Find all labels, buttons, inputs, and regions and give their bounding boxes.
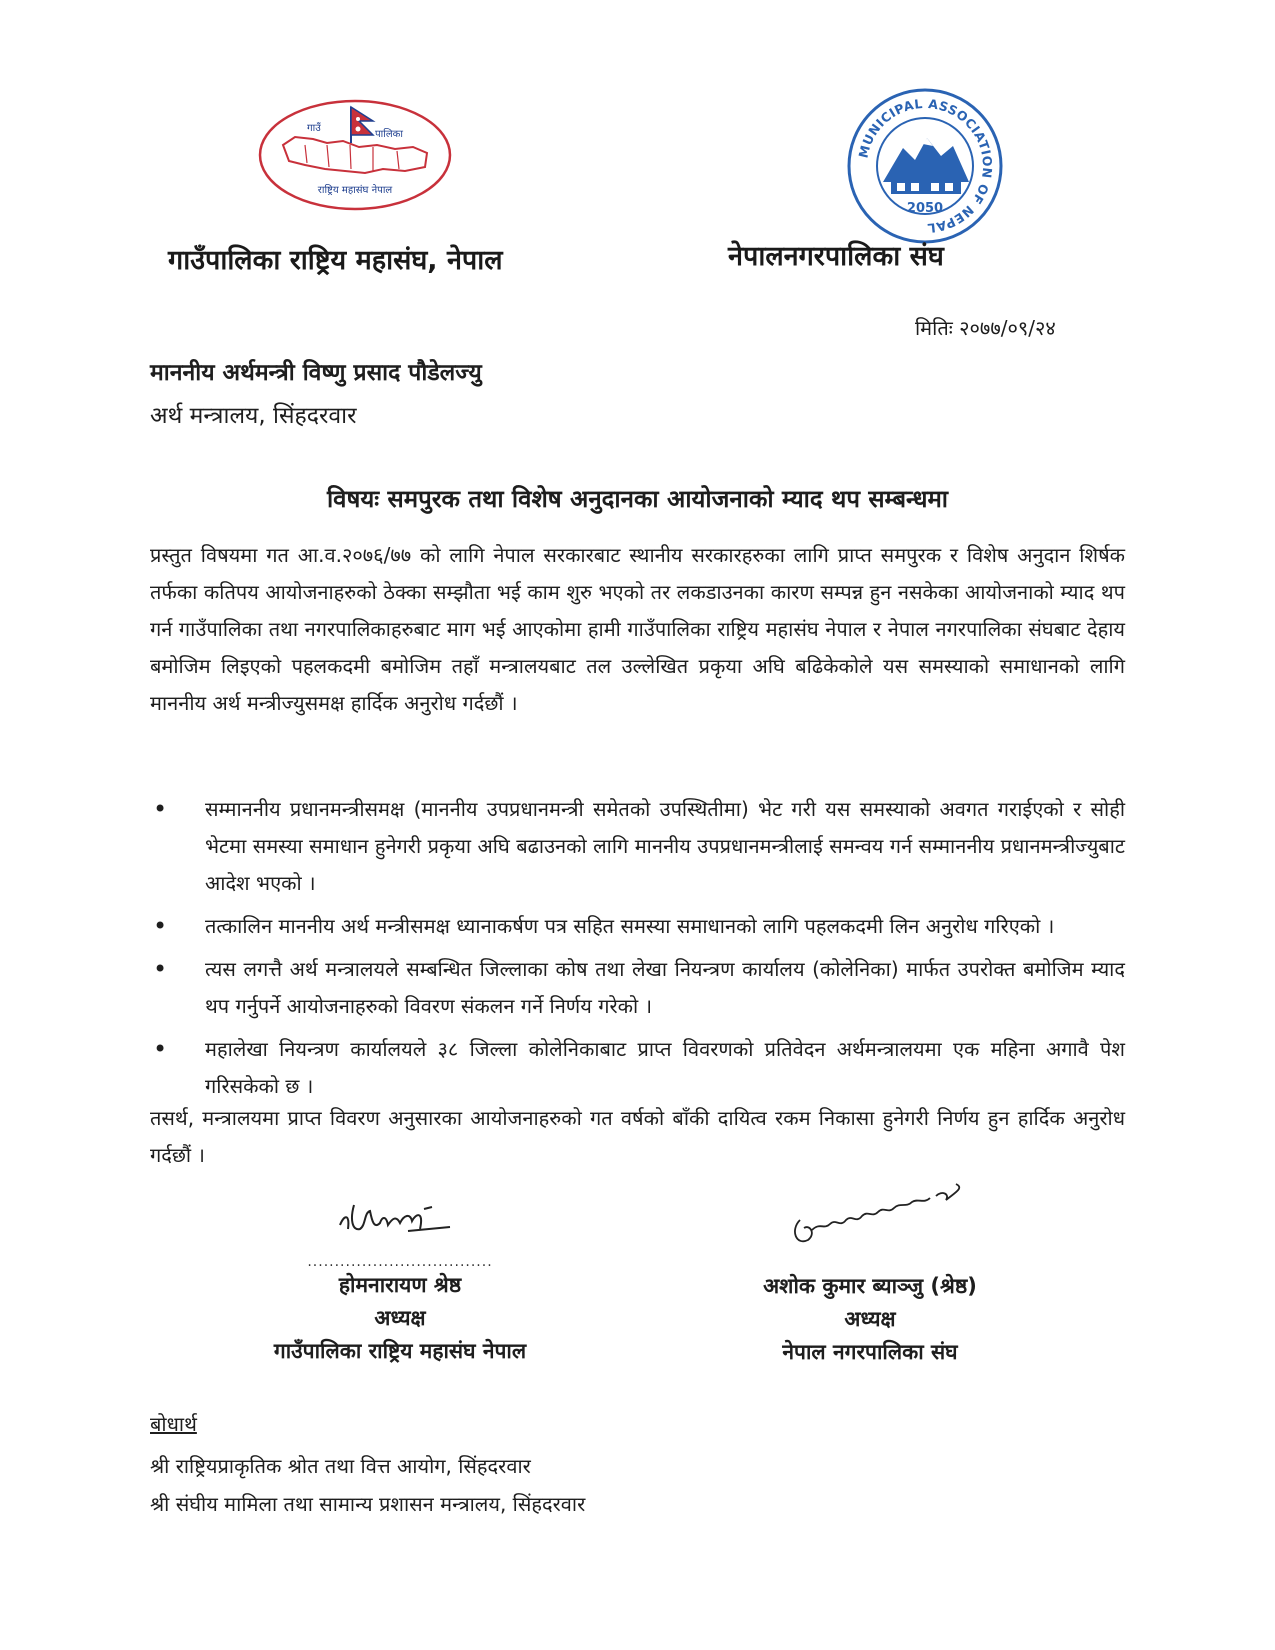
- logo-year: 2050: [906, 201, 944, 216]
- logo-text-palika: पालिका: [375, 129, 403, 140]
- signatory-right: [700, 1170, 1040, 1369]
- logo-ring-text: MUNICIPAL ASSOCIATION OF NEPAL: [855, 95, 996, 237]
- signatory-left-name: होमनारायण श्रेष्ठ: [338, 1273, 462, 1297]
- letter-subject: विषयः समपुरक तथा विशेष अनुदानका आयोजनाको म्याद थप सम्बन्धमा: [326, 485, 949, 513]
- bullet-item: • महालेखा नियन्त्रण कार्यालयले ३८ जिल्ला कोलेनिकाबाट प्राप्त विवरणको प्रतिवेदन अर्थमन्त्रालयमा एक महिना अगावै पेश गरिसकेको छ ।: [150, 1031, 1125, 1105]
- bullet-item: • सम्माननीय प्रधानमन्त्रीसमक्ष (माननीय उपप्रधानमन्त्री समेतको उपस्थितीमा) भेट गरी यस समस्याको अवगत गराईएको र सोही भेटमा समस्या समाधान हुनेगरी प्रकृया अघि बढाउनको लागि माननीय उपप्रधानमन्त्रीलाई समन्वय गर्न सम्माननीय प्रधानमन्त्रीज्युबाट आदेश भएको ।: [150, 791, 1125, 902]
- municipal-association-logo: [845, 86, 1005, 246]
- right-org-title: नेपालनगरपालिका संघ: [728, 241, 944, 272]
- left-org-title: गाउँपालिका राष्ट्रिय महासंघ, नेपाल: [168, 245, 503, 276]
- letter-date: मितिः २०७७/०९/२४: [915, 316, 1056, 340]
- gaupalika-mahasangh-logo-icon: [255, 97, 455, 213]
- gaupalika-logo: [255, 97, 455, 213]
- addressee-place: अर्थ मन्त्रालय, सिंहदरवार: [150, 403, 357, 429]
- signature-right-icon: [760, 1170, 980, 1260]
- logo-text-gaun: गाउँ: [307, 123, 321, 134]
- signature-left-icon: [320, 1185, 480, 1245]
- signature-line: ..................................: [307, 1254, 493, 1270]
- closing-paragraph: तसर्थ, मन्त्रालयमा प्राप्त विवरण अनुसारका आयोजनाहरुको गत वर्षको बाँकी दायित्व रकम निकासा हुनेगरी निर्णय हुन हार्दिक अनुरोध गर्दछौं ।: [150, 1106, 1125, 1167]
- cc-heading: बोधार्थ: [150, 1412, 197, 1436]
- signatory-right-title: अध्यक्ष: [844, 1307, 896, 1331]
- intro-paragraph: प्रस्तुत विषयमा गत आ.व.२०७६/७७ को लागि नेपाल सरकारबाट स्थानीय सरकारहरुका लागि प्राप्त समपुरक र विशेष अनुदान शिर्षक तर्फका कतिपय आयोजनाहरुको ठेक्का सम्झौता भई काम शुरु भएको तर लकडाउनका कारण सम्पन्न हुन नसकेका आयोजनाको म्याद थप गर्न गाउँपालिका तथा नगरपालिकाहरुबाट माग भई आएकोमा हामी गाउँपालिका राष्ट्रिय महासंघ नेपाल र नेपाल नगरपालिका संघबाट देहाय बमोजिम लिइएको पहलकदमी बमोजिम तहाँ मन्त्रालयबाट तल उल्लेखित प्रकृया अघि बढिकेकोले यस समस्याको समाधानको लागि माननीय अर्थ मन्त्रीज्युसमक्ष हार्दिक अनुरोध गर्दछौं ।: [150, 543, 1125, 715]
- logo-text-bottom: राष्ट्रिय महासंघ नेपाल: [317, 185, 393, 196]
- bullet-item: • तत्कालिन माननीय अर्थ मन्त्रीसमक्ष ध्यानाकर्षण पत्र सहित समस्या समाधानको लागि पहलकदमी लिन अनुरोध गरिएको ।: [150, 908, 1125, 945]
- signatory-left-title: अध्यक्ष: [374, 1306, 426, 1330]
- cc-line: श्री संघीय मामिला तथा सामान्य प्रशासन मन्त्रालय, सिंहदरवार: [150, 1492, 586, 1516]
- signatory-right-org: नेपाल नगरपालिका संघ: [782, 1340, 958, 1364]
- bullet-item: • त्यस लगत्तै अर्थ मन्त्रालयले सम्बन्धित जिल्लाका कोष तथा लेखा नियन्त्रण कार्यालय (कोलेनिका) मार्फत उपरोक्त बमोजिम म्याद थप गर्नुपर्ने आयोजनाहरुको विवरण संकलन गर्ने निर्णय गरेको ।: [150, 951, 1125, 1025]
- signatory-left-org: गाउँपालिका राष्ट्रिय महासंघ नेपाल: [273, 1339, 527, 1363]
- signatory-right-name: अशोक कुमार ब्याञ्जु (श्रेष्ठ): [763, 1274, 977, 1298]
- signatory-left: [220, 1185, 580, 1368]
- cc-line: श्री राष्ट्रियप्राकृतिक श्रोत तथा वित्त आयोग, सिंहदरवार: [150, 1454, 531, 1478]
- addressee-name: माननीय अर्थमन्त्री विष्णु प्रसाद पौडेलज्यु: [150, 360, 482, 386]
- municipal-association-of-nepal-logo-icon: [845, 86, 1005, 246]
- bullet-list: [150, 791, 1125, 1111]
